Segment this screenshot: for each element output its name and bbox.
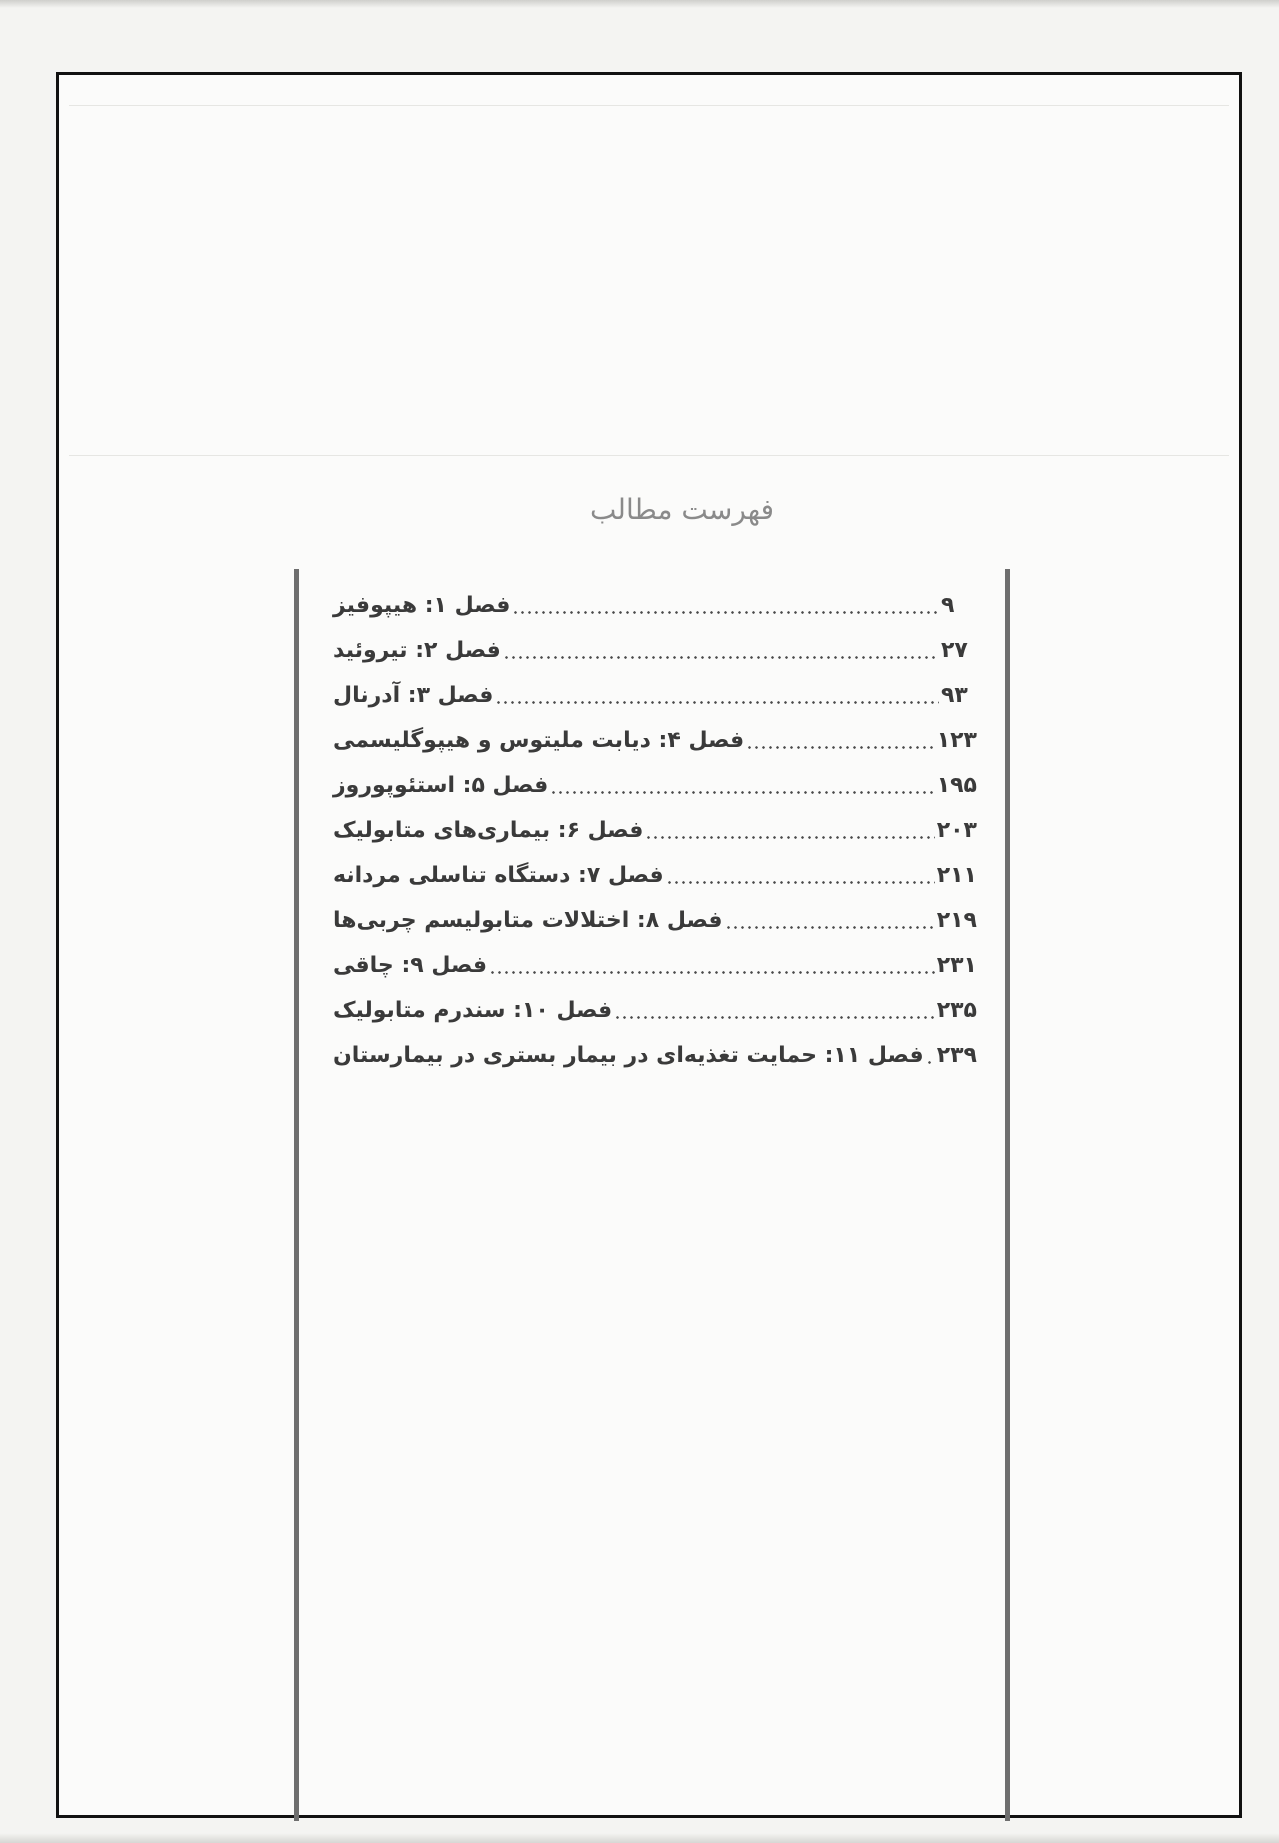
toc-leader-dots xyxy=(645,836,934,839)
toc-entry-label: فصل ۸: اختلالات متابولیسم چربی‌ها xyxy=(333,907,723,933)
bleed-through-line xyxy=(69,105,1229,106)
toc-entry-label: فصل ۳: آدرنال xyxy=(333,682,494,708)
bleed-through-line xyxy=(69,455,1229,456)
toc-entry-label: فصل ۶: بیماری‌های متابولیک xyxy=(333,817,644,843)
toc-entry-label: فصل ۱۱: حمایت تغذیه‌ای در بیمار بستری در بیمارستان xyxy=(333,1042,924,1068)
toc-title: فهرست مطالب xyxy=(589,493,775,526)
toc-entry-1[interactable] xyxy=(333,585,977,625)
toc-leader-dots xyxy=(489,971,935,974)
toc-entry-7[interactable] xyxy=(333,855,977,895)
toc-entry-page: ۱۲۳ xyxy=(936,727,977,753)
toc-entry-3[interactable] xyxy=(333,675,977,715)
toc-entry-8[interactable] xyxy=(333,900,977,940)
toc-box xyxy=(294,569,1010,1821)
toc-entry-page: ۲۷ xyxy=(941,637,968,663)
scan-bottom-edge xyxy=(0,1833,1279,1843)
toc-leader-dots xyxy=(503,656,939,659)
toc-entry-label: فصل ۷: دستگاه تناسلی مردانه xyxy=(333,862,664,888)
toc-leader-dots xyxy=(495,701,939,704)
toc-entry-11[interactable] xyxy=(333,1035,977,1075)
toc-entry-10[interactable] xyxy=(333,990,977,1030)
toc-entry-label: فصل ۱: هیپوفیز xyxy=(333,592,511,618)
toc-entry-page: ۲۱۹ xyxy=(936,907,977,933)
toc-entry-label: فصل ۱۰: سندرم متابولیک xyxy=(333,997,613,1023)
toc-entry-2[interactable] xyxy=(333,630,977,670)
toc-entry-page: ۲۱۱ xyxy=(936,862,977,888)
toc-entry-5[interactable] xyxy=(333,765,977,805)
toc-entry-page: ۹۳ xyxy=(941,682,968,708)
toc-entry-label: فصل ۴: دیابت ملیتوس و هیپوگلیسمی xyxy=(333,727,745,753)
toc-leader-dots xyxy=(550,791,934,794)
toc-entry-label: فصل ۵: استئوپوروز xyxy=(333,772,549,798)
toc-leader-dots xyxy=(666,881,935,884)
toc-entry-6[interactable] xyxy=(333,810,977,850)
toc-leader-dots xyxy=(926,1061,935,1064)
toc-entry-page: ۲۳۵ xyxy=(936,997,977,1023)
toc-entry-page: ۱۹۵ xyxy=(936,772,977,798)
toc-entry-4[interactable] xyxy=(333,720,977,760)
toc-entry-9[interactable] xyxy=(333,945,977,985)
toc-entry-page: ۲۳۱ xyxy=(936,952,977,978)
toc-entry-page: ۲۳۹ xyxy=(936,1042,977,1068)
toc-leader-dots xyxy=(725,926,935,929)
toc-leader-dots xyxy=(614,1016,935,1019)
toc-entry-page: ۲۰۳ xyxy=(936,817,977,843)
page-frame xyxy=(56,72,1242,1818)
toc-entry-label: فصل ۲: تیروئید xyxy=(333,637,501,663)
toc-entry-page: ۹ xyxy=(941,592,955,618)
scan-top-edge xyxy=(0,0,1279,8)
toc-entry-label: فصل ۹: چاقی xyxy=(333,952,488,978)
toc-leader-dots xyxy=(512,611,939,614)
toc-leader-dots xyxy=(746,746,935,749)
